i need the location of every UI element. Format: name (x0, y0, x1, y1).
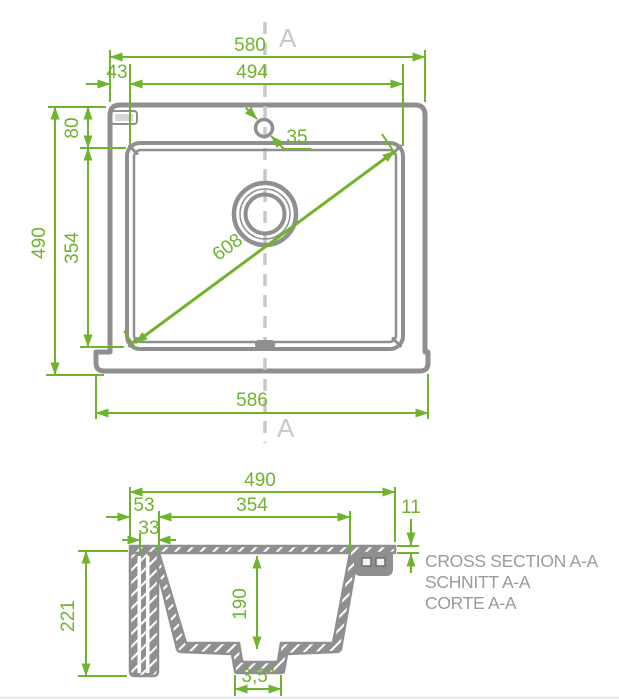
section-marker-bottom: A (277, 413, 295, 443)
svg-text:53: 53 (133, 495, 155, 516)
section-left-leg (130, 553, 158, 676)
dim-bottom-width-586 (96, 374, 428, 419)
dim-drain-size (235, 666, 281, 696)
svg-text:586: 586 (236, 390, 268, 411)
svg-text:11: 11 (401, 497, 421, 518)
svg-text:490: 490 (244, 470, 276, 491)
section-marker-top: A (279, 23, 297, 53)
caption-cross-section: CROSS SECTION A-A (425, 551, 598, 571)
svg-text:354: 354 (62, 232, 83, 264)
dim-diagonal-608 (124, 134, 395, 349)
svg-text:3,5": 3,5" (241, 666, 275, 687)
caption-schnitt: SCHNITT A-A (425, 572, 531, 592)
cross-section-view (58, 470, 598, 696)
leg-channel-line (146, 556, 150, 673)
brand-badge (111, 111, 137, 124)
bracket-hole (376, 558, 385, 566)
mounting-bracket (354, 553, 393, 576)
dim-rim-thickness-11 (397, 497, 421, 573)
dim-left-extensions (46, 107, 126, 375)
dim-bowl-depth-190 (230, 556, 257, 649)
svg-text:608: 608 (208, 229, 247, 266)
dim-overall-depth-490 (29, 107, 55, 375)
svg-text:43: 43 (106, 62, 128, 83)
caption-corte: CORTE A-A (425, 593, 517, 613)
svg-text:190: 190 (230, 588, 251, 620)
svg-text:33: 33 (138, 518, 160, 539)
overflow-tab (255, 340, 275, 349)
dim-overall-depth-221 (58, 551, 128, 676)
dim-rim-top-80 (62, 107, 88, 148)
dim-section-inner-354 (159, 495, 350, 551)
bracket-hole (362, 558, 371, 566)
svg-text:35: 35 (286, 127, 308, 148)
svg-text:580: 580 (234, 35, 266, 56)
svg-text:80: 80 (62, 117, 83, 139)
svg-text:221: 221 (58, 600, 79, 632)
dim-inner-depth-354 (62, 148, 88, 347)
leg-channel-line (138, 556, 142, 673)
svg-text:494: 494 (236, 62, 268, 83)
top-view (29, 22, 428, 443)
svg-text:354: 354 (236, 495, 268, 516)
svg-text:490: 490 (29, 227, 50, 259)
